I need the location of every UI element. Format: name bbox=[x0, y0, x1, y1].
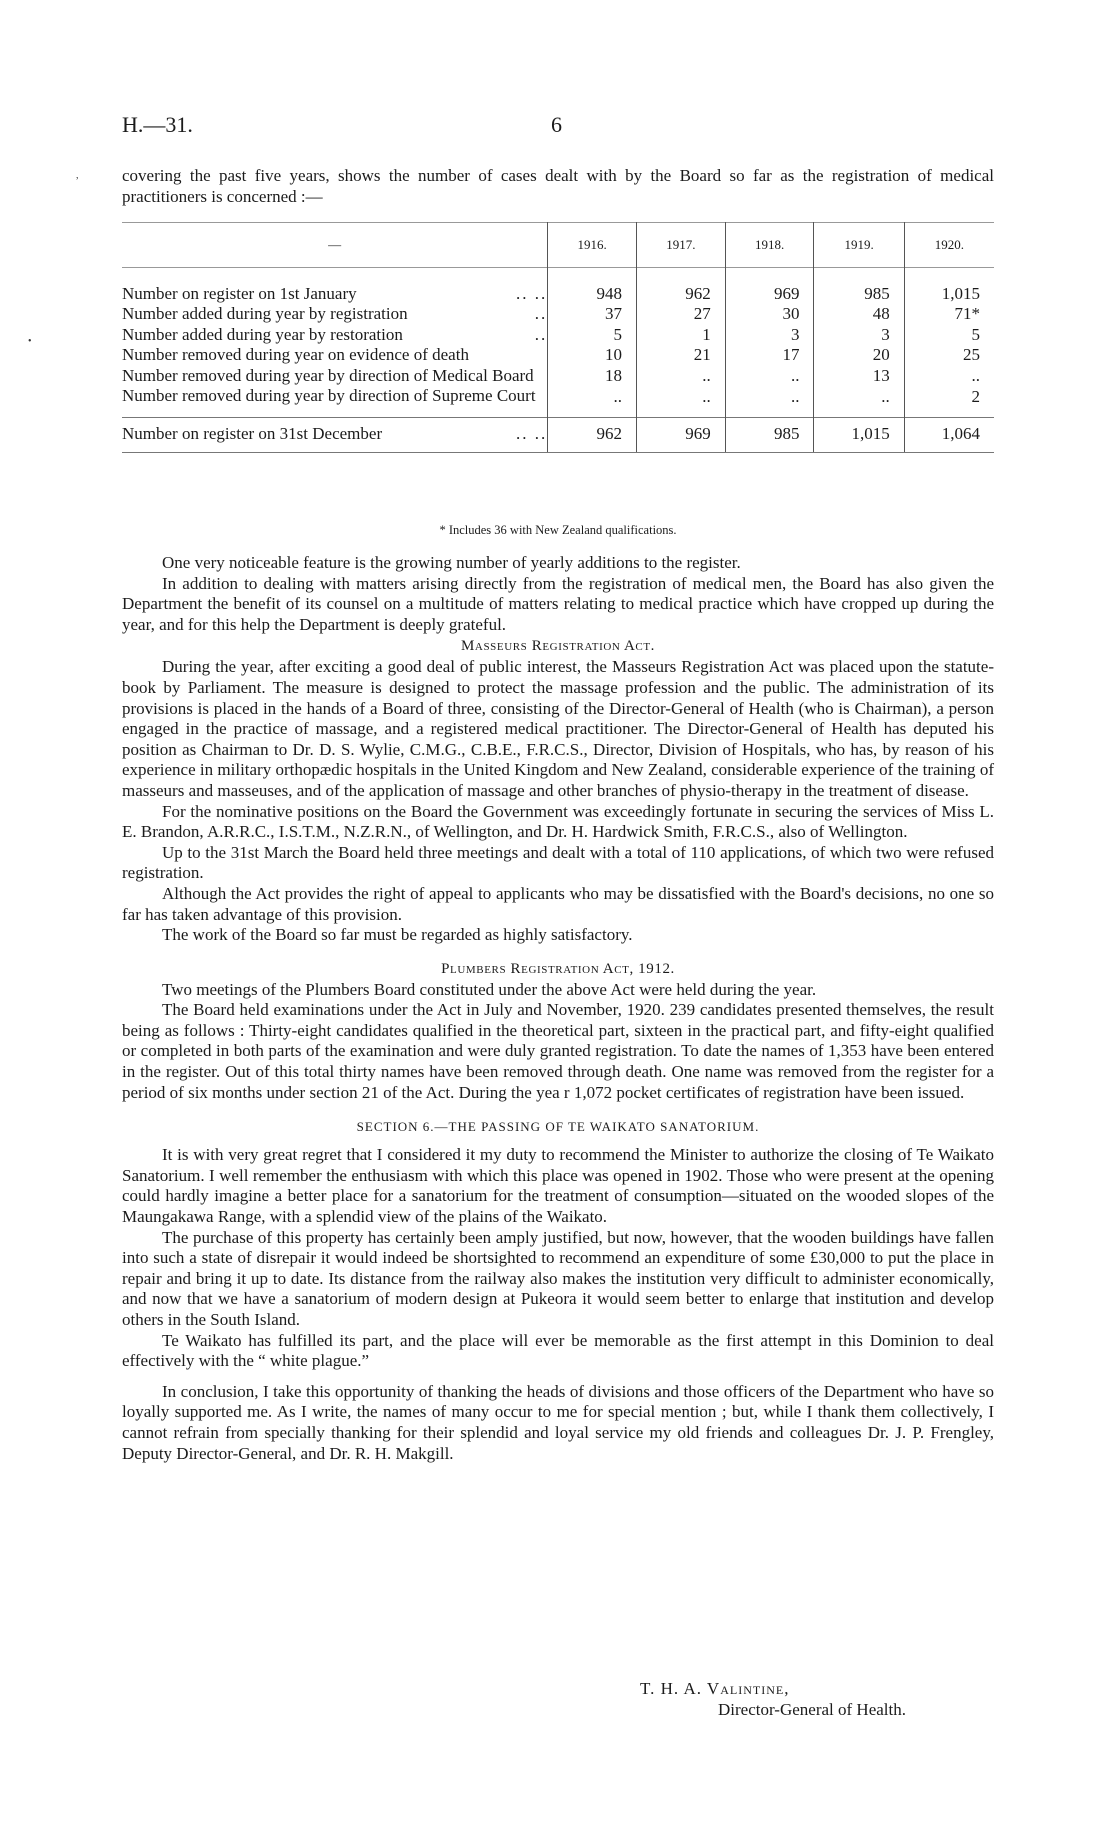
paragraph: Although the Act provides the right of appeal to applicants who may be dissatisfied with the Board's decisions, no one so far has taken advantage of this provision. bbox=[122, 883, 994, 924]
row-label: Number added during year by restoration bbox=[122, 324, 403, 344]
table-cell: 962 bbox=[636, 284, 725, 305]
signatory-title: Director-General of Health. bbox=[718, 1700, 906, 1719]
table-row bbox=[122, 284, 994, 305]
signature-block bbox=[640, 1678, 906, 1720]
table-row bbox=[122, 345, 994, 366]
table-cell: 962 bbox=[548, 417, 637, 453]
table-cell: .. bbox=[814, 386, 904, 407]
paragraph: In conclusion, I take this opportunity of thanking the heads of divisions and those officers of the Department who have so loyally supported me. As I write, the names of many occur to me for special mention ; but, while I thank them collectively, I cannot refrain from specially thanking for their splendid and loyal service my old friends and colleagues Dr. J. P. Frengley, Deputy Director-General, and Dr. R. H. Makgill. bbox=[122, 1381, 994, 1463]
table-cell: 37 bbox=[548, 304, 637, 325]
body-text bbox=[122, 553, 994, 1464]
paragraph: It is with very great regret that I considered it my duty to recommend the Minister to authorize the closing of Te Waikato Sanatorium. I well remember the enthusiasm with which this place was opened in 1902. Those who were present at the opening could hardly imagine a better place for a sanatorium for the treatment of consumption—situated on the wooded slopes of the Maungakawa Range, with a splendid view of the plains of the Waikato. bbox=[122, 1145, 994, 1227]
year-header: 1919. bbox=[814, 223, 904, 268]
table-cell: .. bbox=[636, 366, 725, 387]
table-cell: 1,015 bbox=[814, 417, 904, 453]
table-row bbox=[122, 325, 994, 346]
document-reference: H.—31. bbox=[122, 112, 193, 137]
row-label: Number removed during year by direction of Medical Board bbox=[122, 365, 534, 385]
row-label: Number removed during year on evidence of death bbox=[122, 345, 469, 365]
paragraph: For the nominative positions on the Board the Government was exceedingly fortunate in securing the services of Miss L. E. Brandon, A.R.R.C., I.S.T.M., N.Z.R.N., of Wellington, and Dr. H. Hardwick Smith, F.R.C.S., also of Wellington. bbox=[122, 801, 994, 842]
paragraph: Two meetings of the Plumbers Board constituted under the above Act were held during the year. bbox=[162, 979, 817, 999]
intro-paragraph: covering the past five years, shows the number of cases dealt with by the Board so far as the registration of medical practitioners is concerned :— bbox=[122, 166, 994, 206]
table-cell: .. bbox=[636, 386, 725, 407]
table-cell: 5 bbox=[548, 325, 637, 346]
margin-mark: • bbox=[28, 336, 32, 347]
table-total-row bbox=[122, 417, 994, 453]
page-number: 6 bbox=[551, 112, 562, 137]
row-label: Number added during year by registration bbox=[122, 304, 408, 324]
table-cell: 985 bbox=[725, 417, 814, 453]
paragraph: Up to the 31st March the Board held three meetings and dealt with a total of 110 applications, of which two were refused registration. bbox=[122, 842, 994, 883]
table-cell: 5 bbox=[904, 325, 994, 346]
intro-block bbox=[122, 166, 994, 207]
paragraph: The work of the Board so far must be regarded as highly satisfactory. bbox=[162, 925, 633, 945]
table-cell: 1 bbox=[636, 325, 725, 346]
table-footnote: * Includes 36 with New Zealand qualifications. bbox=[439, 523, 677, 537]
table-cell: 985 bbox=[814, 284, 904, 305]
table-cell: 1,015 bbox=[904, 284, 994, 305]
table-cell: 10 bbox=[548, 345, 637, 366]
table-row bbox=[122, 386, 994, 407]
table-cell: 30 bbox=[725, 304, 814, 325]
paragraph: During the year, after exciting a good deal of public interest, the Masseurs Registration Act was placed upon the statute-book by Parliament. The measure is designed to protect the massage profession and the public. The administration of its provisions is placed in the hands of a Board of three, consisting of the Director-General of Health (who is Chairman), a person engaged in the practice of massage, and a registered medical practitioner. The Director-General of Health has deputed his position as Chairman to Dr. D. S. Wylie, C.M.G., C.B.E., F.R.C.S., Director, Division of Hospitals, who has, by reason of his experience in military orthopædic hospitals in the United Kingdom and New Zealand, considerable experience of the training of masseurs and masseuses, and of the application of massage and other branches of physio-therapy in the treatment of disease. bbox=[122, 657, 994, 800]
table-cell: .. bbox=[725, 366, 814, 387]
row-label: Number on register on 31st December bbox=[122, 423, 383, 443]
paragraph: One very noticeable feature is the growing number of yearly additions to the register. bbox=[162, 553, 741, 572]
table-cell: 17 bbox=[725, 345, 814, 366]
year-header: 1918. bbox=[725, 223, 814, 268]
section-heading: SECTION 6.—THE PASSING OF TE WAIKATO SANATORIUM. bbox=[356, 1119, 760, 1135]
row-label: Number removed during year by direction of Supreme Court bbox=[122, 386, 536, 406]
table-cell: 1,064 bbox=[904, 417, 994, 453]
table-cell: 18 bbox=[548, 366, 637, 387]
table-cell: .. bbox=[725, 386, 814, 407]
table-row bbox=[122, 304, 994, 325]
table-cell: 969 bbox=[636, 417, 725, 453]
signatory-name: T. H. A. Valintine, bbox=[640, 1679, 790, 1698]
table-cell: 48 bbox=[814, 304, 904, 325]
section-heading: Masseurs Registration Act. bbox=[460, 638, 656, 655]
table-cell: 3 bbox=[814, 325, 904, 346]
paragraph: In addition to dealing with matters arising directly from the registration of medical men, the Board has also given the Department the benefit of its counsel on a multitude of matters relating to medical practice which have cropped up during the year, and for this help the Department is deeply grateful. bbox=[122, 573, 994, 634]
paragraph: The Board held examinations under the Act in July and November, 1920. 239 candidates presented themselves, the result being as follows : Thirty-eight candidates qualified in the theoretical part, sixteen in the practical part, and fifty-eight qualified or completed in both parts of the examination and were duly granted registration. To date the names of 1,353 have been entered in the register. Out of this total thirty names have been removed through death. One name was removed from the register for a period of six months under section 21 of the Act. During the yea r 1,072 pocket certificates of registration have been issued. bbox=[122, 1000, 994, 1102]
table-cell: .. bbox=[904, 366, 994, 387]
table-cell: 13 bbox=[814, 366, 904, 387]
year-header: 1920. bbox=[904, 223, 994, 268]
leader-dots: .. bbox=[534, 324, 548, 344]
table-row bbox=[122, 366, 994, 387]
year-header: 1917. bbox=[636, 223, 725, 268]
paragraph: The purchase of this property has certainly been amply justified, but now, however, that the wooden buildings have fallen into such a state of disrepair it would indeed be shortsighted to recommend an expenditure of some £30,000 to put the place in repair and bring it up to date. Its distance from the railway also makes the institution very difficult to administer economically, and now that we have a sanatorium of modern design at Pukeora it would seem better to enlarge that institution and develop others in the South Island. bbox=[122, 1227, 994, 1329]
table-cell: 969 bbox=[725, 284, 814, 305]
leader-dots: .. .. bbox=[515, 283, 548, 303]
table-cell: .. bbox=[548, 386, 637, 407]
table-cell: 25 bbox=[904, 345, 994, 366]
row-label: Number on register on 1st January bbox=[122, 283, 357, 303]
leader-dots: .. .. bbox=[515, 423, 548, 443]
registration-table bbox=[122, 222, 994, 453]
table-corner: — bbox=[328, 237, 342, 252]
table-cell: 71* bbox=[904, 304, 994, 325]
year-header: 1916. bbox=[548, 223, 637, 268]
leader-dots: .. bbox=[534, 304, 548, 324]
table-cell: 27 bbox=[636, 304, 725, 325]
table-cell: 21 bbox=[636, 345, 725, 366]
margin-mark: , bbox=[76, 170, 79, 181]
table-header-row bbox=[122, 223, 994, 268]
table-cell: 2 bbox=[904, 386, 994, 407]
table-cell: 20 bbox=[814, 345, 904, 366]
table-cell: 3 bbox=[725, 325, 814, 346]
paragraph: Te Waikato has fulfilled its part, and the place will ever be memorable as the first attempt in this Dominion to deal effectively with the “ white plague.” bbox=[122, 1330, 994, 1371]
table-cell: 948 bbox=[548, 284, 637, 305]
section-heading: Plumbers Registration Act, 1912. bbox=[441, 960, 675, 977]
